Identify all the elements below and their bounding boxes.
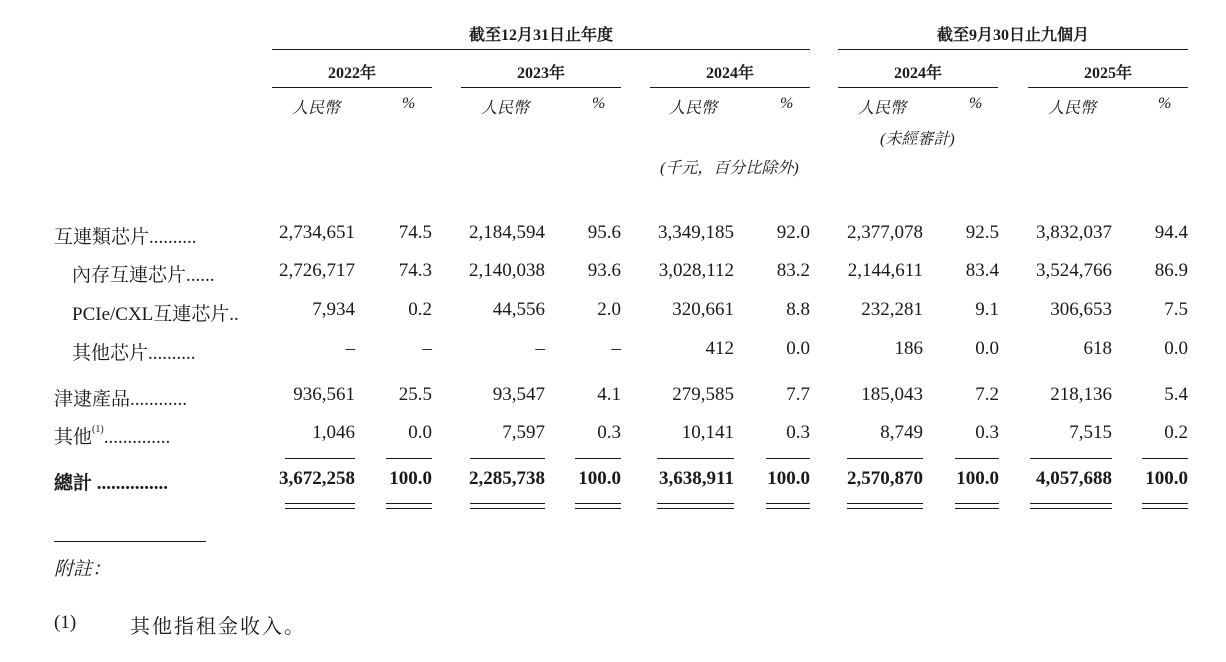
table-cell: 7,597 <box>502 422 545 443</box>
notes-title: 附註： <box>54 559 112 580</box>
table-cell: 95.6 <box>587 222 621 243</box>
row-label-interconnect: 互連類芯片.......... <box>54 227 197 248</box>
table-cell: 2,285,738 <box>469 468 545 489</box>
unit-percent-2024: % <box>780 95 794 112</box>
table-cell: 0.3 <box>597 422 621 443</box>
table-cell: 2,144,611 <box>847 260 923 281</box>
table-cell: 93.6 <box>587 260 621 281</box>
subtotal-rule <box>766 458 810 459</box>
table-cell: 0.2 <box>408 299 432 320</box>
total-rule-upper <box>285 503 355 504</box>
year-head-2024: 2024年 <box>705 65 754 82</box>
total-rule-upper <box>766 503 810 504</box>
table-cell: 4.1 <box>597 384 621 405</box>
row-label-memory-interconnect: 內存互連芯片...... <box>72 265 215 286</box>
table-cell: – <box>422 338 432 359</box>
table-cell: 0.0 <box>786 338 810 359</box>
table-cell: 2,377,078 <box>847 222 923 243</box>
total-rule-lower <box>1030 508 1112 509</box>
table-cell: 86.9 <box>1154 260 1188 281</box>
header-rule-year-end <box>272 49 810 50</box>
table-cell: 100.0 <box>1145 468 1188 489</box>
unaudited-label: (未經審計) <box>880 131 955 148</box>
table-cell: 100.0 <box>767 468 810 489</box>
table-cell: 92.5 <box>965 222 999 243</box>
table-cell: 618 <box>1083 338 1112 359</box>
row-label-others <box>54 422 170 449</box>
total-rule-lower <box>285 508 355 509</box>
table-cell: 4,057,688 <box>1036 468 1112 489</box>
note-text: 其他指租金收入。 <box>130 616 306 638</box>
year-rule-2023 <box>461 87 621 88</box>
table-cell: 9.1 <box>975 299 999 320</box>
table-cell: 7.2 <box>975 384 999 405</box>
subtotal-rule <box>657 458 734 459</box>
table-cell: 94.4 <box>1154 222 1188 243</box>
year-head-2023: 2023年 <box>516 65 565 82</box>
total-rule-upper <box>1142 503 1188 504</box>
row-label-others-text: 其他 <box>54 427 93 448</box>
table-cell: 2,726,717 <box>279 260 355 281</box>
header-year-end: 截至12月31日止年度 <box>468 27 613 44</box>
table-cell: 2,184,594 <box>469 222 545 243</box>
note-number: (1) <box>54 612 77 633</box>
year-head-2022: 2022年 <box>327 65 376 82</box>
table-cell: 83.2 <box>776 260 810 281</box>
footnote-ref-1: (1) <box>92 424 104 435</box>
subtotal-rule <box>470 458 545 459</box>
total-rule-upper <box>657 503 734 504</box>
table-cell: 7.7 <box>786 384 810 405</box>
unit-currency-2025-9m: 人民幣 <box>1048 100 1097 117</box>
table-cell: 74.5 <box>398 222 432 243</box>
table-cell: 7,515 <box>1069 422 1112 443</box>
header-nine-months: 截至9月30日止九個月 <box>936 27 1089 44</box>
unit-percent-2023: % <box>592 95 606 112</box>
table-cell: 1,046 <box>312 422 355 443</box>
table-cell: 2,570,870 <box>847 468 923 489</box>
row-label-jindai: 津逮產品............ <box>54 389 188 410</box>
total-rule-lower <box>657 508 734 509</box>
year-head-2024-9m: 2024年 <box>893 65 942 82</box>
total-rule-upper <box>847 503 923 504</box>
table-cell: 100.0 <box>956 468 999 489</box>
year-rule-2024-9m <box>838 87 998 88</box>
total-rule-lower <box>847 508 923 509</box>
table-cell: 25.5 <box>398 384 432 405</box>
table-cell: 44,556 <box>492 299 545 320</box>
table-cell: 3,638,911 <box>659 468 734 489</box>
table-cell: 185,043 <box>861 384 923 405</box>
table-cell: 100.0 <box>578 468 621 489</box>
table-cell: 3,832,037 <box>1036 222 1112 243</box>
table-cell: 3,349,185 <box>658 222 734 243</box>
unit-percent-2024-9m: % <box>969 95 983 112</box>
table-cell: 2,734,651 <box>279 222 355 243</box>
table-cell: 0.3 <box>975 422 999 443</box>
table-cell: 320,661 <box>672 299 734 320</box>
total-rule-upper <box>575 503 621 504</box>
table-cell: 0.0 <box>408 422 432 443</box>
table-cell: – <box>345 338 355 359</box>
table-cell: 936,561 <box>293 384 355 405</box>
unit-percent-2025-9m: % <box>1158 95 1172 112</box>
subtotal-rule <box>386 458 432 459</box>
total-rule-upper <box>955 503 999 504</box>
table-cell: 0.0 <box>1164 338 1188 359</box>
total-rule-lower <box>575 508 621 509</box>
table-cell: 3,028,112 <box>658 260 734 281</box>
unit-currency-2024: 人民幣 <box>669 100 718 117</box>
table-cell: 83.4 <box>965 260 999 281</box>
table-cell: 93,547 <box>492 384 545 405</box>
table-cell: – <box>535 338 545 359</box>
header-rule-nine-months <box>838 49 1188 50</box>
unit-percent-2022: % <box>402 95 416 112</box>
table-cell: 5.4 <box>1164 384 1188 405</box>
subtotal-rule <box>575 458 621 459</box>
table-cell: 7,934 <box>312 299 355 320</box>
table-cell: 412 <box>705 338 734 359</box>
table-cell: 218,136 <box>1050 384 1112 405</box>
year-rule-2025-9m <box>1028 87 1188 88</box>
table-cell: 2.0 <box>597 299 621 320</box>
table-cell: 3,524,766 <box>1036 260 1112 281</box>
row-label-other-chips: 其他芯片.......... <box>72 343 196 364</box>
subtotal-rule <box>285 458 355 459</box>
table-cell: 8.8 <box>786 299 810 320</box>
table-cell: 279,585 <box>672 384 734 405</box>
table-cell: 232,281 <box>861 299 923 320</box>
unit-currency-2024-9m: 人民幣 <box>858 100 907 117</box>
subtotal-rule <box>955 458 999 459</box>
total-rule-upper <box>386 503 432 504</box>
row-label-others-dots: .............. <box>103 427 171 448</box>
table-cell: 7.5 <box>1164 299 1188 320</box>
amount-note: (千元，百分比除外) <box>660 160 799 177</box>
table-cell: 74.3 <box>398 260 432 281</box>
year-rule-2024 <box>650 87 810 88</box>
unit-currency-2023: 人民幣 <box>481 100 530 117</box>
total-rule-lower <box>470 508 545 509</box>
table-cell: 0.0 <box>975 338 999 359</box>
subtotal-rule <box>1030 458 1112 459</box>
row-label-total: 總計 ............... <box>54 473 169 494</box>
year-head-2025-9m: 2025年 <box>1083 65 1132 82</box>
unit-currency-2022: 人民幣 <box>292 100 341 117</box>
total-rule-upper <box>1030 503 1112 504</box>
table-cell: 0.3 <box>786 422 810 443</box>
row-label-pcie-cxl: PCIe/CXL互連芯片.. <box>72 304 239 325</box>
subtotal-rule <box>1142 458 1188 459</box>
total-rule-lower <box>955 508 999 509</box>
total-rule-lower <box>766 508 810 509</box>
total-rule-lower <box>386 508 432 509</box>
footnote-rule <box>54 541 206 542</box>
total-rule-lower <box>1142 508 1188 509</box>
table-cell: 2,140,038 <box>469 260 545 281</box>
table-cell: 306,653 <box>1050 299 1112 320</box>
table-cell: 100.0 <box>389 468 432 489</box>
table-cell: 92.0 <box>776 222 810 243</box>
total-rule-upper <box>470 503 545 504</box>
subtotal-rule <box>847 458 923 459</box>
table-cell: 3,672,258 <box>279 468 355 489</box>
table-cell: 186 <box>894 338 923 359</box>
table-cell: 8,749 <box>880 422 923 443</box>
table-cell: 0.2 <box>1164 422 1188 443</box>
table-cell: 10,141 <box>681 422 734 443</box>
year-rule-2022 <box>272 87 432 88</box>
table-cell: – <box>611 338 621 359</box>
